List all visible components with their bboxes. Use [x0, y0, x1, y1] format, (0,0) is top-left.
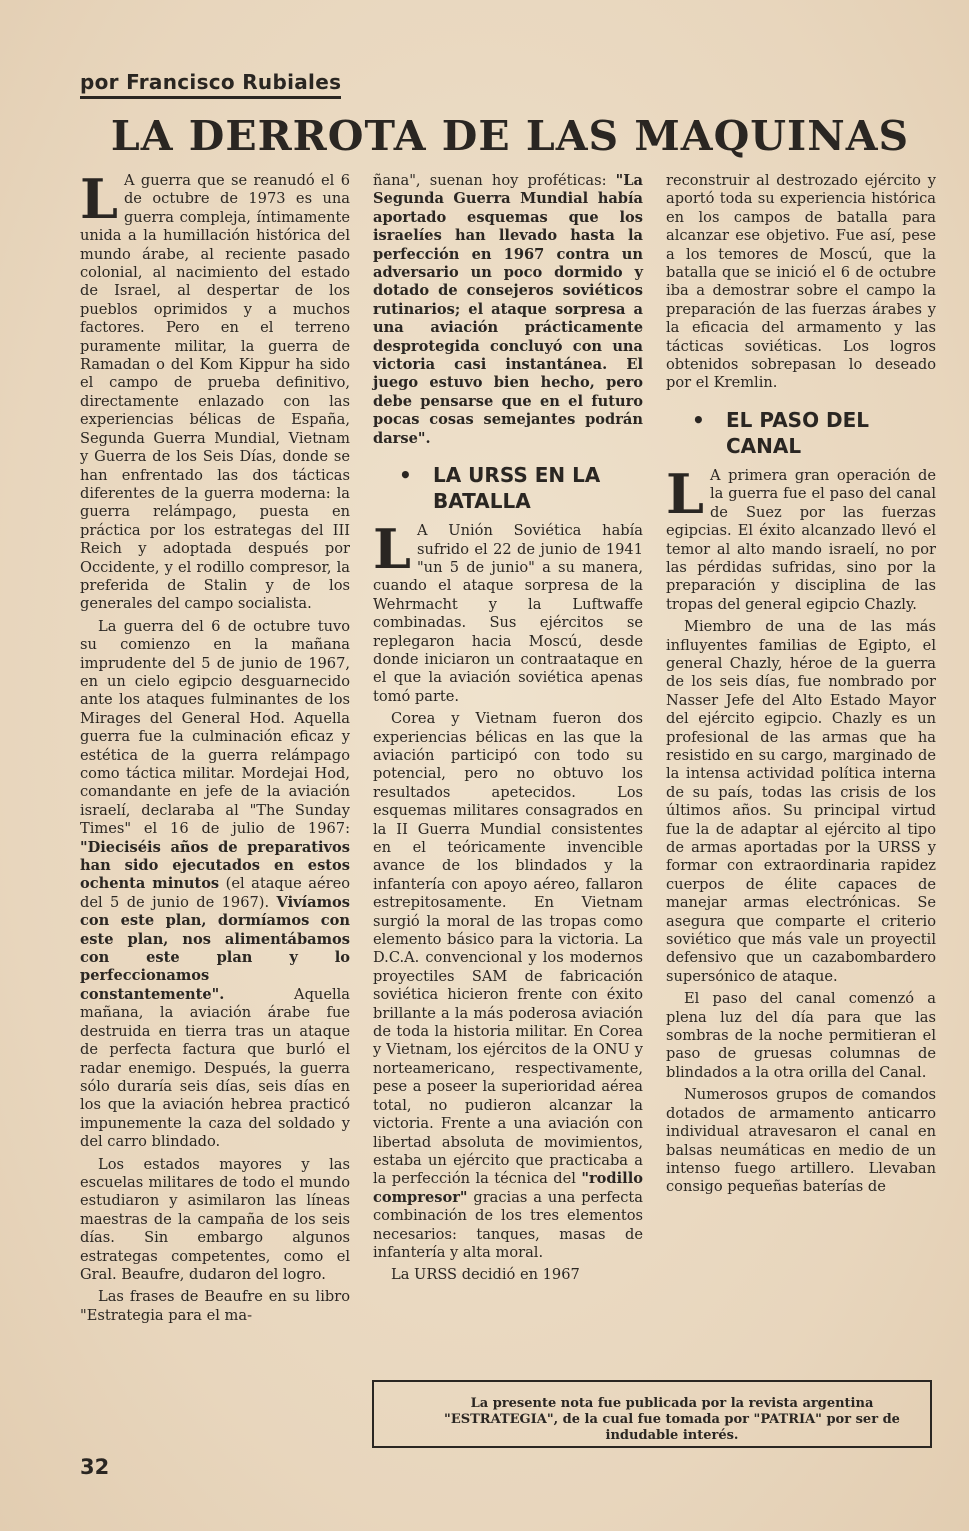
drop-cap: L: [373, 517, 411, 582]
paragraph-text: gracias a una perfecta combinación de los tres elementos necesarios: tanques, masas de infantería y alta moral.: [373, 1188, 643, 1261]
column-1: [80, 167, 350, 1329]
page-number: 32: [80, 1455, 110, 1479]
paragraph-text: ñana", suenan hoy proféticas:: [373, 172, 616, 189]
drop-cap: L: [666, 461, 704, 526]
section-heading: [373, 462, 643, 514]
drop-cap: L: [80, 167, 118, 231]
paragraph: Miembro de una de las más influyentes familias de Egipto, el general Chazly, héroe de la guerra de los seis días, fue nombrado por Nasser Jefe del Alto Estado Mayor del ejército egipcio. Chazly es un profesional de las armas que ha resistido en su cargo, marginado de la intensa actividad política interna de su país, todas las crisis de los últimos años. Su principal virtud fue la de adaptar al ejército al tipo de armas aportadas por la URSS y formar con extraordinaria rapidez cuerpos de élite capaces de manejar armas electrónicas. Se asegura que comparte el criterio soviético que más vale un proyectil defensivo que un cazabombardero supersónico de ataque.: [666, 618, 936, 985]
quote-bold: "rodillo compresor": [373, 1170, 643, 1206]
section-heading-text: EL PASO DEL CANAL: [726, 407, 870, 458]
column-2: [373, 172, 643, 1289]
paragraph-text: (el ataque aéreo del 5 de junio de 1967).: [80, 875, 350, 911]
paragraph: [373, 517, 643, 706]
section-heading-text: LA URSS EN LA BATALLA: [433, 463, 601, 514]
paragraph-text: Corea y Vietnam fueron dos experiencias bélicas en las que la aviación participó con todo su potencial, pero no obtuvo los resultados apetecidos. Los esquemas militares consagrados en la II Guerra Mundial consistentes en el teóricamente invencible avance de los blindados y la infantería con apoyo aéreo, fallaron estrepitosamente. En Vietnam surgió la moral de las tropas como elemento básico para la victoria. La D.C.A. convencional y los modernos proyectiles SAM de fabricación soviética hicieron frente con éxito brillante a la más poderosa aviación de toda la historia militar. En Corea y Vietnam, los ejércitos de la ONU y norteamericano, respectivamente, pese a poseer la superioridad aérea total, no pudieron alcanzar la victoria. Frente a una aviación con libertad absoluta de movimientos, estaba un ejército que practicaba a la perfección la técnica del: [373, 710, 643, 1188]
paragraph: El paso del canal comenzó a plena luz del día para que las sombras de la noche permitieran el paso de gruesas columnas de blindados a la otra orilla del Canal.: [666, 990, 936, 1081]
paragraph-text: A guerra que se reanudó el 6 de octubre de 1973 es una guerra compleja, íntimamente unida a la humillación histórica del mundo árabe, al reciente pasado colonial, al nacimiento del estado de Israel, al despertar de los pueblos oprimidos y a muchos factores. Pero en el terreno puramente militar, la guerra de Ramadan o del Kom Kippur ha sido el campo de prueba definitivo, directamente enlazado con las experiencias bélicas de España, Segunda Guerra Mundial, Vietnam y Guerra de los Seis Días, donde se han enfrentado las dos tácticas diferentes de la guerra moderna: la guerra relámpago, puesta en práctica por los estrategas del III Reich y adoptada después por Occidente, y el rodillo compresor, la preferida de Stalin y de los generales del campo socialista.: [80, 172, 350, 613]
paragraph: Las frases de Beaufre en su libro "Estrategia para el ma-: [80, 1288, 350, 1324]
paragraph: Los estados mayores y las escuelas militares de todo el mundo estudiaron y asimilaron las líneas maestras de la campaña de los seis días. Sin embargo algunos estrategas competentes, como el Gral. Beaufre, dudaron del logro.: [80, 1155, 350, 1283]
paragraph: [373, 710, 643, 1262]
quote-bold: "La Segunda Guerra Mundial había aportado esquemas que los israelíes han llevado hasta la perfección en 1967 contra un adversario un poco dormido y dotado de consejeros soviéticos rutinarios; el ataque sorpresa a una aviación prácticamente desprotegida concluyó con una victoria casi instantánea. El juego estuvo bien hecho, pero debe pensarse que en el futuro pocas cosas semejantes podrán darse".: [373, 172, 643, 447]
paragraph-text: La guerra del 6 de octubre tuvo su comienzo en la mañana imprudente del 5 de junio de 1967, en un cielo egipcio desguarnecido ante los ataques fulminantes de los Mirages del General Hod. Aquella guerra fue la culminación eficaz y estética de la guerra relámpago como táctica militar. Mordejai Hod, comandante en jefe de la aviación israelí, declaraba al "The Sunday Times" el 16 de julio de 1967:: [80, 617, 350, 838]
paragraph-text: Aquella mañana, la aviación árabe fue destruida en tierra tras un ataque de perfecta factura que burló el radar enemigo. Después, la guerra sólo duraría seis días, seis días en los que la aviación hebrea practicó impunemente la caza del soldado y del carro blindado.: [80, 985, 350, 1151]
paragraph: Numerosos grupos de comandos dotados de armamento anticarro individual atravesaron el canal en balsas neumáticas en medio de un intenso fuego artillero. Llevaban consigo pequeñas baterías de: [666, 1086, 936, 1196]
source-note: La presente nota fue publicada por la revista argentina "ESTRATEGIA", de la cual fue tomada por "PATRIA" por ser de indudable interés.: [372, 1380, 932, 1448]
paragraph: [373, 172, 643, 448]
bullet-icon: •: [692, 407, 705, 432]
column-3: [666, 172, 936, 1201]
byline: por Francisco Rubiales: [80, 70, 341, 99]
paragraph: [666, 461, 936, 614]
paragraph-text: A primera gran operación de la guerra fue el paso del canal de Suez por las fuerzas egipcias. El éxito alcanzado llevó el temor al alto mando israelí, no por las pérdidas sufridas, sino por la preparación y disciplina de las tropas del general egipcio Chazly.: [666, 466, 936, 613]
paragraph-text: A Unión Soviética había sufrido el 22 de junio de 1941 "un 5 de junio" a su manera, cuando el ataque sorpresa de la Wehrmacht y la Luftwaffe combinadas. Sus ejércitos se replegaron hacia Moscú, desde donde iniciaron un contraataque en el que la aviación soviética apenas tomó parte.: [373, 522, 643, 705]
paragraph: reconstruir al destrozado ejército y aportó toda su experiencia histórica en los campos de batalla para alcanzar ese objetivo. Fue así, pese a los temores de Moscú, que la batalla que se inició el 6 de octubre iba a demostrar sobre el campo la preparación de las fuerzas árabes y la eficacia del armamento y las tácticas soviéticas. Los logros obtenidos sobrepasan lo deseado por el Kremlin.: [666, 172, 936, 392]
bullet-icon: •: [399, 463, 412, 488]
paragraph: [80, 618, 350, 1152]
paragraph: La URSS decidió en 1967: [391, 1266, 580, 1284]
quote-bold: "Dieciséis años de preparativos han sido ejecutados en estos ochenta minutos: [80, 838, 350, 893]
paragraph: [80, 167, 350, 614]
headline: LA DERROTA DE LAS MAQUINAS: [110, 112, 910, 160]
quote-bold: Vivíamos con este plan, dormíamos con este plan, nos alimentábamos con este plan y lo perfeccionamos constantemente".: [80, 893, 350, 1003]
section-heading: [666, 407, 936, 459]
